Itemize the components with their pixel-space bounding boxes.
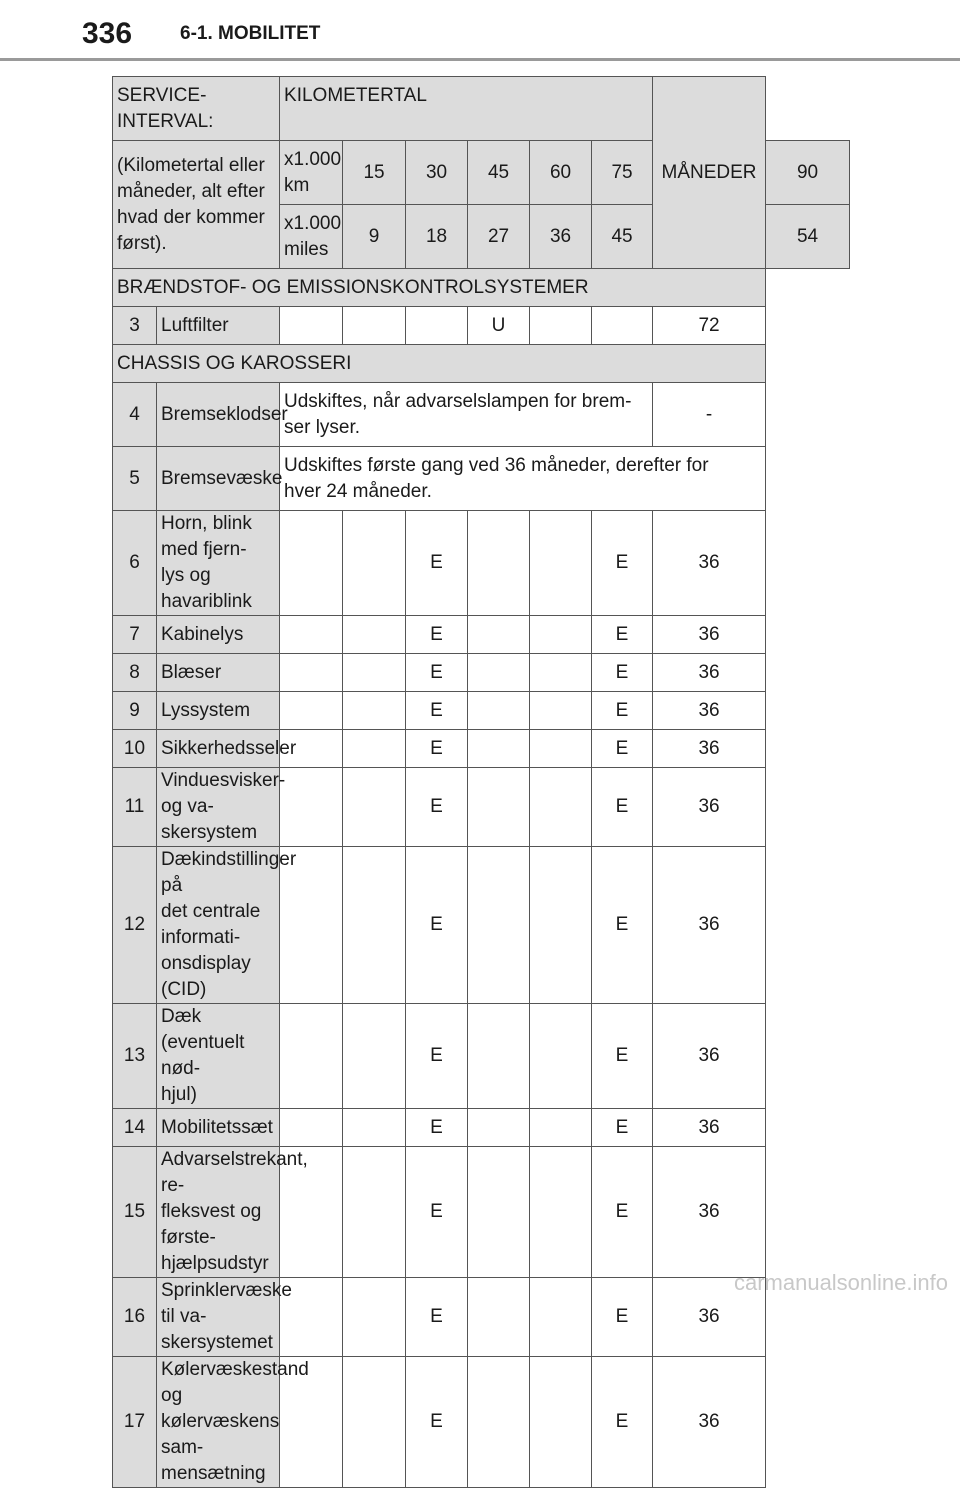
- table-row: [113, 1004, 850, 1109]
- months-cell: 36: [653, 511, 766, 616]
- interval-cell: [280, 654, 343, 692]
- interval-cell: E: [592, 1109, 653, 1147]
- interval-cell: [280, 307, 343, 345]
- interval-cell: [343, 307, 406, 345]
- item-number-cell: 14: [113, 1109, 157, 1147]
- watermark: carmanualsonline.info: [733, 1270, 948, 1295]
- interval-cell: E: [592, 654, 653, 692]
- months-header-cell: MÅNEDER: [653, 77, 766, 269]
- interval-note-cell: (Kilometertal eller måneder, alt efter hvad der kommer først).: [113, 141, 280, 269]
- interval-cell: [468, 1278, 530, 1357]
- table-row: [113, 847, 850, 1004]
- interval-cell: [468, 768, 530, 847]
- interval-cell: [280, 616, 343, 654]
- interval-cell: [468, 1147, 530, 1278]
- miles-value-cell: 54: [766, 205, 850, 269]
- item-number-cell: 17: [113, 1357, 157, 1488]
- interval-cell: [468, 1357, 530, 1488]
- interval-cell: [343, 847, 406, 1004]
- km-value-cell: 60: [530, 141, 592, 205]
- item-name-cell: Mobilitetssæt: [157, 1109, 280, 1147]
- interval-cell: E: [592, 1357, 653, 1488]
- interval-cell: [280, 1109, 343, 1147]
- item-number-cell: 7: [113, 616, 157, 654]
- months-cell: 36: [653, 768, 766, 847]
- interval-cell: E: [406, 692, 468, 730]
- section-heading: BRÆNDSTOF- OG EMISSIONSKONTROLSYSTEMER: [113, 269, 766, 307]
- interval-cell: [530, 847, 592, 1004]
- interval-cell: [343, 1109, 406, 1147]
- item-note-cell: Udskiftes, når advarselslampen for brem- ser lyser.: [280, 383, 653, 447]
- kilometer-header-cell: KILOMETERTAL: [280, 77, 653, 141]
- interval-cell: [280, 847, 343, 1004]
- interval-cell: [530, 730, 592, 768]
- interval-cell: E: [592, 1278, 653, 1357]
- table-row: [113, 1109, 850, 1147]
- table-row: [113, 447, 850, 511]
- item-number-cell: 8: [113, 654, 157, 692]
- interval-cell: E: [406, 511, 468, 616]
- interval-cell: [280, 511, 343, 616]
- interval-cell: E: [406, 616, 468, 654]
- interval-cell: U: [468, 307, 530, 345]
- item-number-cell: 6: [113, 511, 157, 616]
- item-number-cell: 13: [113, 1004, 157, 1109]
- interval-cell: [343, 616, 406, 654]
- interval-cell: E: [592, 1147, 653, 1278]
- interval-cell: [343, 1004, 406, 1109]
- interval-cell: [468, 1109, 530, 1147]
- months-cell: 36: [653, 692, 766, 730]
- item-name-cell: Luftfilter: [157, 307, 280, 345]
- interval-cell: [530, 511, 592, 616]
- miles-value-cell: 45: [592, 205, 653, 269]
- item-number-cell: 3: [113, 307, 157, 345]
- item-name-cell: Sikkerhedsseler: [157, 730, 280, 768]
- interval-cell: [468, 654, 530, 692]
- months-cell: -: [653, 383, 766, 447]
- interval-cell: [530, 1278, 592, 1357]
- miles-value-cell: 27: [468, 205, 530, 269]
- table-row: [113, 730, 850, 768]
- item-name-cell: Lyssystem: [157, 692, 280, 730]
- item-name-cell: Blæser: [157, 654, 280, 692]
- interval-cell: [530, 692, 592, 730]
- item-name-cell: Horn, blink med fjern- lys og havariblink: [157, 511, 280, 616]
- interval-cell: E: [406, 1109, 468, 1147]
- interval-cell: E: [592, 511, 653, 616]
- interval-cell: E: [406, 1278, 468, 1357]
- interval-cell: [530, 1147, 592, 1278]
- item-name-cell: Kølervæskestand og kølervæskens sam- mensætning: [157, 1357, 280, 1488]
- section-row-chassis: [113, 345, 850, 383]
- table-row: [113, 768, 850, 847]
- interval-cell: E: [406, 1004, 468, 1109]
- interval-cell: [343, 730, 406, 768]
- interval-cell: [530, 307, 592, 345]
- item-name-cell: Sprinklervæske til va- skersystemet: [157, 1278, 280, 1357]
- table-row: [113, 616, 850, 654]
- interval-cell: [592, 307, 653, 345]
- km-value-cell: 75: [592, 141, 653, 205]
- interval-cell: E: [406, 1147, 468, 1278]
- miles-value-cell: 18: [406, 205, 468, 269]
- header-rule: [0, 58, 960, 61]
- item-number-cell: 16: [113, 1278, 157, 1357]
- interval-cell: E: [592, 1004, 653, 1109]
- table-row: [113, 1147, 850, 1278]
- miles-value-cell: 9: [343, 205, 406, 269]
- interval-cell: [343, 1147, 406, 1278]
- interval-cell: [468, 1004, 530, 1109]
- header-row-interval: [113, 77, 850, 141]
- interval-cell: [468, 847, 530, 1004]
- months-cell: 72: [653, 307, 766, 345]
- table-row: [113, 383, 850, 447]
- interval-cell: E: [406, 1357, 468, 1488]
- table-row: [113, 654, 850, 692]
- interval-cell: [343, 1278, 406, 1357]
- item-name-cell: Bremsevæske: [157, 447, 280, 511]
- interval-cell: E: [592, 730, 653, 768]
- interval-cell: E: [406, 654, 468, 692]
- km-unit-cell: x1.000 km: [280, 141, 343, 205]
- item-name-cell: Vinduesvisker- og va- skersystem: [157, 768, 280, 847]
- months-cell: 36: [653, 730, 766, 768]
- item-note-cell: Udskiftes første gang ved 36 måneder, derefter for hver 24 måneder.: [280, 447, 766, 511]
- months-cell: 36: [653, 1147, 766, 1278]
- interval-cell: [406, 307, 468, 345]
- interval-cell: [530, 1004, 592, 1109]
- interval-cell: E: [592, 616, 653, 654]
- months-cell: 36: [653, 1109, 766, 1147]
- km-value-cell: 90: [766, 141, 850, 205]
- interval-title-cell: SERVICE- INTERVAL:: [113, 77, 280, 141]
- interval-cell: [530, 616, 592, 654]
- interval-cell: [343, 654, 406, 692]
- interval-cell: [280, 1004, 343, 1109]
- interval-cell: [343, 1357, 406, 1488]
- interval-cell: [343, 692, 406, 730]
- months-cell: 36: [653, 1357, 766, 1488]
- interval-cell: E: [406, 847, 468, 1004]
- km-value-cell: 30: [406, 141, 468, 205]
- interval-cell: E: [592, 768, 653, 847]
- section-row-fuel: [113, 269, 850, 307]
- months-cell: 36: [653, 616, 766, 654]
- table-row: [113, 1357, 850, 1488]
- km-value-cell: 45: [468, 141, 530, 205]
- interval-cell: [468, 511, 530, 616]
- item-number-cell: 11: [113, 768, 157, 847]
- interval-cell: [343, 768, 406, 847]
- item-number-cell: 15: [113, 1147, 157, 1278]
- interval-cell: [343, 511, 406, 616]
- interval-cell: [280, 768, 343, 847]
- interval-cell: [280, 692, 343, 730]
- interval-cell: [468, 616, 530, 654]
- interval-cell: [530, 654, 592, 692]
- interval-cell: [468, 692, 530, 730]
- interval-cell: [530, 1357, 592, 1488]
- miles-value-cell: 36: [530, 205, 592, 269]
- interval-cell: E: [592, 847, 653, 1004]
- section-heading: CHASSIS OG KAROSSERI: [113, 345, 766, 383]
- months-cell: 36: [653, 847, 766, 1004]
- item-number-cell: 12: [113, 847, 157, 1004]
- months-cell: 36: [653, 1278, 766, 1357]
- interval-cell: [468, 730, 530, 768]
- table-row: [113, 692, 850, 730]
- km-value-cell: 15: [343, 141, 406, 205]
- item-number-cell: 9: [113, 692, 157, 730]
- interval-cell: E: [406, 730, 468, 768]
- item-name-cell: Dækindstillinger på det centrale informati- onsdisplay (CID): [157, 847, 280, 1004]
- interval-cell: [530, 1109, 592, 1147]
- table-row: [113, 307, 850, 345]
- item-name-cell: Bremseklodser: [157, 383, 280, 447]
- item-number-cell: 4: [113, 383, 157, 447]
- page-header: [0, 0, 960, 60]
- item-name-cell: Kabinelys: [157, 616, 280, 654]
- page-number: 336: [82, 17, 133, 50]
- interval-cell: E: [406, 768, 468, 847]
- table-row: [113, 511, 850, 616]
- item-number-cell: 5: [113, 447, 157, 511]
- section-title: 6-1. MOBILITET: [180, 23, 321, 44]
- item-name-cell: Dæk (eventuelt nød- hjul): [157, 1004, 280, 1109]
- months-cell: 36: [653, 1004, 766, 1109]
- item-name-cell: Advarselstrekant, re- fleksvest og første- hjælpsudstyr: [157, 1147, 280, 1278]
- interval-cell: E: [592, 692, 653, 730]
- item-number-cell: 10: [113, 730, 157, 768]
- miles-unit-cell: x1.000 miles: [280, 205, 343, 269]
- interval-cell: [530, 768, 592, 847]
- months-cell: 36: [653, 654, 766, 692]
